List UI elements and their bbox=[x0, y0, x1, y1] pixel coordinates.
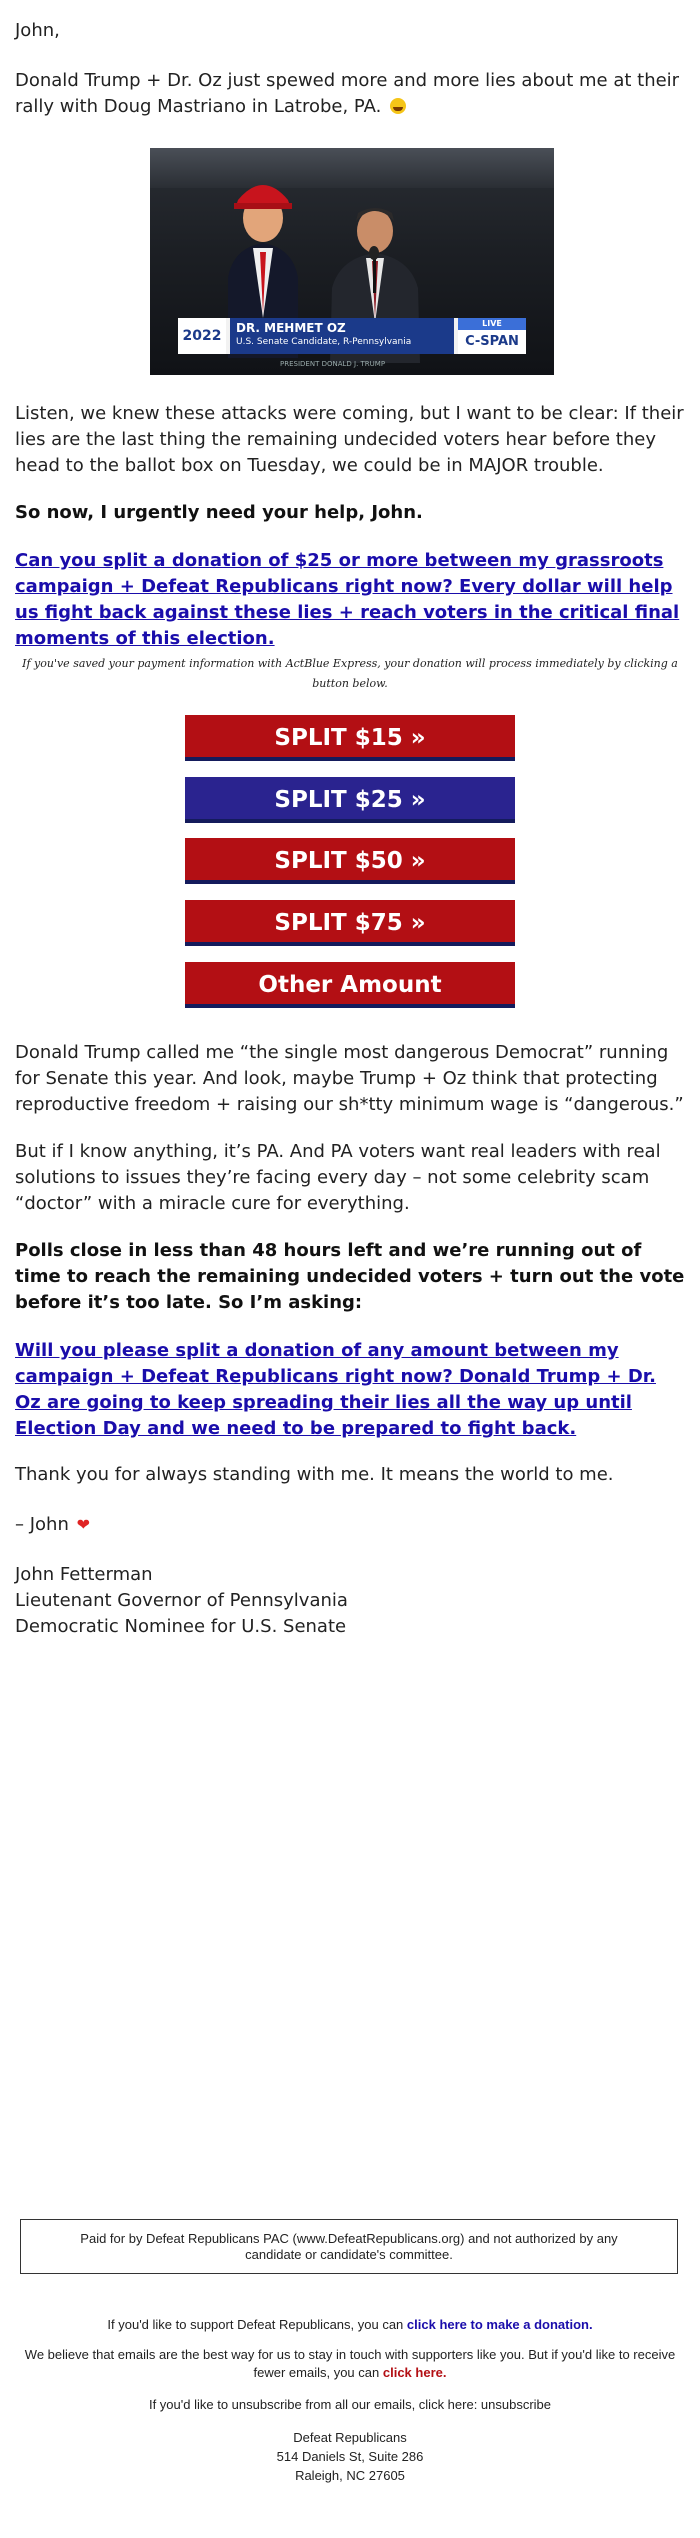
split-75-button[interactable]: SPLIT $75 » bbox=[185, 900, 515, 946]
actblue-express-note: If you've saved your payment information with ActBlue Express, your donation will process immediately by clicking a button below. bbox=[22, 657, 678, 690]
paragraph-urgent-ask: So now, I urgently need your help, John. bbox=[15, 502, 423, 523]
final-ask-link[interactable]: Will you please split a donation of any amount between my campaign + Defeat Republicans right now? Donald Trump + Dr. Oz are going to keep spreading their lies all the way up until Election Day and we need to be prepared to fight back. bbox=[15, 1340, 656, 1439]
caption-nameplate bbox=[230, 318, 454, 354]
paragraph-dangerous: Donald Trump called me “the single most dangerous Democrat” running for Senate this year. And look, maybe Trump + Oz think that protecting reproductive freedom + raising our sh*tty minimum wage is “dangerous.” bbox=[15, 1042, 684, 1115]
caption-title: U.S. Senate Candidate, R-Pennsylvania bbox=[236, 337, 412, 347]
paragraph-intro bbox=[15, 68, 685, 120]
support-line bbox=[20, 2316, 680, 2334]
split-15-button[interactable]: SPLIT $15 » bbox=[185, 715, 515, 761]
caption-name: DR. MEHMET OZ bbox=[236, 321, 346, 335]
signature-title-1: Lieutenant Governor of Pennsylvania bbox=[15, 1590, 348, 1611]
signature-title-2: Democratic Nominee for U.S. Senate bbox=[15, 1616, 347, 1637]
paragraph-donation-ask bbox=[15, 548, 685, 652]
paragraph-pa-voters: But if I know anything, it’s PA. And PA voters want real leaders with real solutions to issues they’re facing every day – not some celebrity scam “doctor” with a miracle cure for everything. bbox=[15, 1141, 661, 1214]
paragraph-intro-text: Donald Trump + Dr. Oz just spewed more and more lies about me at their rally with Doug Mastriano in Latrobe, PA. bbox=[15, 70, 680, 117]
paid-for-disclaimer: Paid for by Defeat Republicans PAC (www.DefeatRepublicans.org) and not authorized by any candidate or candidate's committee. bbox=[20, 2219, 678, 2274]
greeting: John, bbox=[15, 20, 60, 41]
live-badge: LIVE bbox=[458, 318, 526, 330]
network-logo: C-SPAN bbox=[458, 330, 526, 354]
address-line-2: Raleigh, NC 27605 bbox=[295, 2468, 405, 2483]
unsubscribe-line[interactable]: If you'd like to unsubscribe from all our emails, click here: unsubscribe bbox=[148, 2397, 552, 2412]
mailing-address bbox=[20, 2428, 680, 2485]
sign-off-text: – John bbox=[15, 1514, 69, 1535]
support-prefix: If you'd like to support Defeat Republicans, you can bbox=[107, 2317, 404, 2332]
signature-block bbox=[15, 1562, 348, 1640]
paragraph-final-ask bbox=[15, 1338, 685, 1442]
fewer-emails-link[interactable]: click here. bbox=[382, 2365, 447, 2380]
heart-icon: ❤ bbox=[76, 1515, 90, 1534]
split-50-button[interactable]: SPLIT $50 » bbox=[185, 838, 515, 884]
paragraph-polls-close: Polls close in less than 48 hours left and we’re running out of time to reach the remaining undecided voters + turn out the vote before it’s too late. So I’m asking: bbox=[15, 1240, 685, 1313]
news-lower-third bbox=[178, 318, 526, 354]
fewer-emails-prefix: We believe that emails are the best way for us to stay in touch with supporters like you. But if you'd like to receive fewer emails, you can bbox=[24, 2347, 676, 2380]
donate-link[interactable]: click here to make a donation. bbox=[406, 2317, 593, 2332]
split-25-button[interactable]: SPLIT $25 » bbox=[185, 777, 515, 823]
event-logo: 2022 bbox=[178, 318, 226, 354]
sign-off bbox=[15, 1512, 90, 1538]
fewer-emails-line bbox=[20, 2346, 680, 2382]
address-line-1: 514 Daniels St, Suite 286 bbox=[276, 2449, 424, 2464]
grinning-emoji-icon bbox=[390, 98, 406, 114]
signature-name: John Fetterman bbox=[15, 1564, 153, 1585]
paragraph-attacks: Listen, we knew these attacks were coming, but I want to be clear: If their lies are the last thing the remaining undecided voters hear before they head to the ballot box on Tuesday, we could be in MAJOR trouble. bbox=[15, 403, 684, 476]
rally-photo bbox=[150, 148, 554, 375]
org-name: Defeat Republicans bbox=[293, 2430, 407, 2445]
donation-ask-link[interactable]: Can you split a donation of $25 or more between my grassroots campaign + Defeat Republicans right now? Every dollar will help us fight back against these lies + reach voters in the critical final moments of this election. bbox=[15, 550, 680, 649]
other-amount-button[interactable]: Other Amount bbox=[185, 962, 515, 1008]
paragraph-thanks: Thank you for always standing with me. It means the world to me. bbox=[15, 1464, 614, 1485]
caption-subline: PRESIDENT DONALD J. TRUMP bbox=[280, 360, 386, 368]
